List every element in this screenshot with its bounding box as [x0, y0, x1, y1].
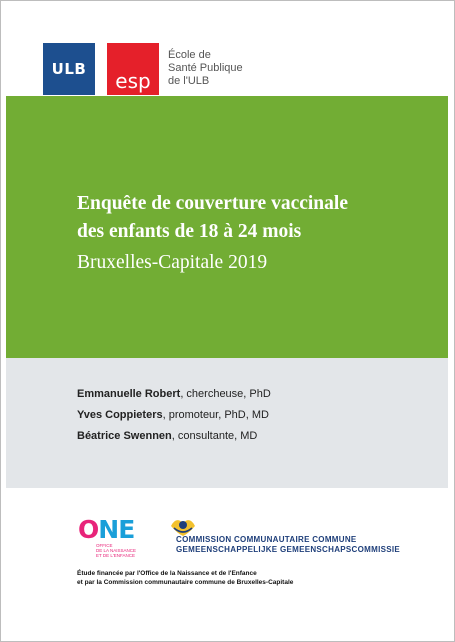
- author-entry: [77, 384, 271, 405]
- one-logo-letters: ONE: [78, 515, 135, 544]
- school-name: [168, 49, 243, 88]
- author-name: Béatrice Swennen: [77, 430, 172, 442]
- school-line: Santé Publique: [168, 62, 243, 74]
- author-entry: [77, 405, 271, 426]
- document-subtitle: Bruxelles-Capitale 2019: [77, 252, 268, 273]
- funding-note: [77, 569, 293, 587]
- document-title: [77, 190, 348, 246]
- funding-line: Étude financée par l'Office de la Naissance et de l'Enfance: [77, 570, 257, 577]
- ulb-logo: [43, 43, 95, 95]
- author-list: [77, 384, 271, 447]
- author-role: , consultante, MD: [171, 430, 258, 442]
- author-name: Emmanuelle Robert: [77, 388, 181, 400]
- school-line: de l'ULB: [168, 75, 210, 87]
- author-entry: [77, 426, 271, 447]
- author-role: , promoteur, PhD, MD: [162, 409, 269, 421]
- title-line: des enfants de 18 à 24 mois: [77, 221, 302, 242]
- cocom-line: COMMISSION COMMUNAUTAIRE COMMUNE: [176, 535, 357, 544]
- esp-logo: [107, 43, 159, 95]
- funding-line: et par la Commission communautaire commune de Bruxelles-Capitale: [77, 579, 294, 586]
- cocom-logo-text: [176, 535, 400, 555]
- one-logo-subtitle: OFFICE DE LA NAISSANCE ET DE L'ENFANCE: [96, 543, 137, 558]
- school-line: École de: [168, 49, 211, 61]
- ulb-logo-text: ULB: [51, 60, 87, 78]
- esp-logo-text: esp: [115, 69, 151, 93]
- title-line: Enquête de couverture vaccinale: [77, 193, 348, 214]
- author-role: , chercheuse, PhD: [180, 388, 271, 400]
- one-logo: [78, 515, 148, 557]
- cocom-line: GEMEENSCHAPPELIJKE GEMEENSCHAPSCOMMISSIE: [176, 545, 401, 554]
- author-name: Yves Coppieters: [77, 409, 163, 421]
